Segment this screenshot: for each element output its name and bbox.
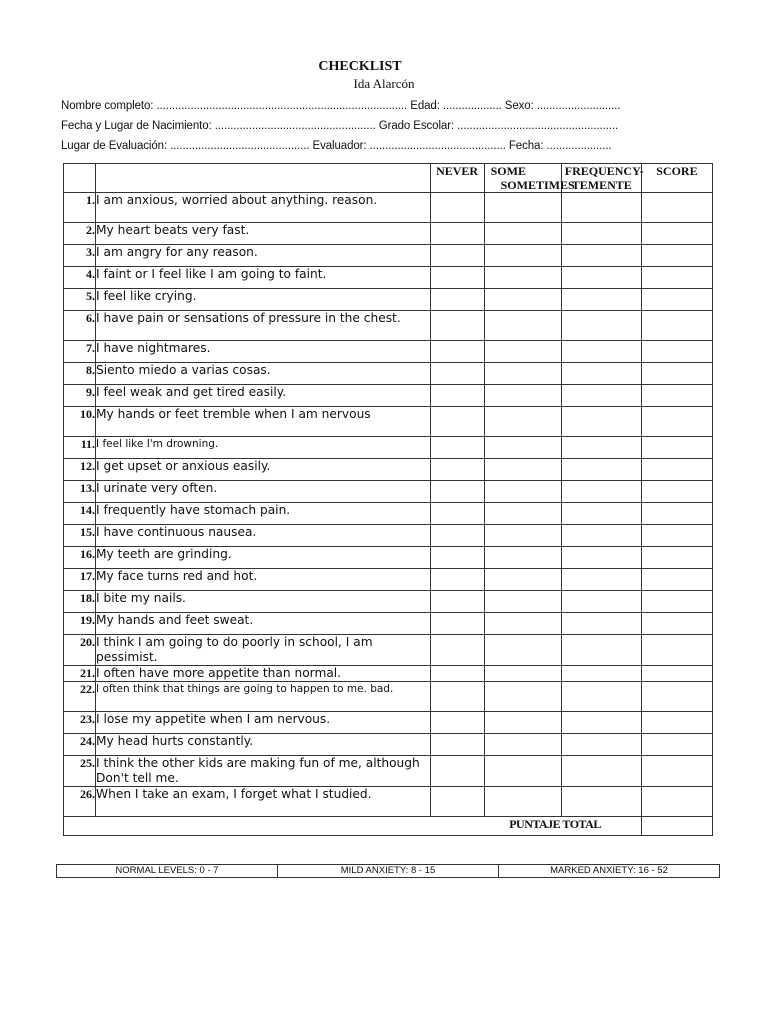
score-cell[interactable] [641, 481, 712, 503]
item-text: I bite my nails. [96, 591, 431, 613]
anxiety-levels-table [56, 864, 720, 878]
score-cell[interactable] [641, 547, 712, 569]
table-row [64, 503, 713, 525]
item-text: I often think that things are going to happen to me. bad. [96, 682, 431, 712]
never-cell[interactable] [430, 193, 484, 223]
item-text: My hands or feet tremble when I am nervous [96, 407, 431, 437]
item-number: 1. [64, 193, 96, 223]
never-cell[interactable] [430, 591, 484, 613]
sometimes-cell[interactable] [484, 525, 561, 547]
frequently-cell[interactable] [561, 363, 641, 385]
sometimes-cell[interactable] [484, 682, 561, 712]
item-text: I have continuous nausea. [96, 525, 431, 547]
item-number: 26. [64, 787, 96, 817]
header-frequently-line1: FREQUENCY- [564, 164, 644, 178]
level-marked: MARKED ANXIETY: 16 - 52 [499, 865, 720, 878]
never-cell[interactable] [430, 363, 484, 385]
table-row [64, 193, 713, 223]
item-number: 23. [64, 712, 96, 734]
frequently-cell[interactable] [561, 682, 641, 712]
never-cell[interactable] [430, 682, 484, 712]
table-row [64, 341, 713, 363]
score-cell[interactable] [641, 682, 712, 712]
item-number: 14. [64, 503, 96, 525]
header-sometimes-line1: SOME [490, 164, 526, 178]
header-frequently [561, 164, 644, 193]
level-mild: MILD ANXIETY: 8 - 15 [278, 865, 499, 878]
never-cell[interactable] [430, 569, 484, 591]
item-number: 7. [64, 341, 96, 363]
item-text: I feel like I'm drowning. [96, 437, 431, 459]
sometimes-cell[interactable] [484, 407, 561, 437]
header-score: SCORE [641, 164, 712, 193]
never-cell[interactable] [430, 547, 484, 569]
sometimes-cell[interactable] [484, 734, 561, 756]
score-cell[interactable] [641, 311, 712, 341]
sometimes-cell[interactable] [484, 503, 561, 525]
item-number: 13. [64, 481, 96, 503]
never-cell[interactable] [430, 385, 484, 407]
frequently-cell[interactable] [561, 591, 641, 613]
score-cell[interactable] [641, 734, 712, 756]
item-text: I feel weak and get tired easily. [96, 385, 431, 407]
sometimes-cell[interactable] [484, 635, 561, 666]
item-text: I think I am going to do poorly in school, I am pessimist. [96, 635, 431, 666]
never-cell[interactable] [430, 787, 484, 817]
never-cell[interactable] [430, 437, 484, 459]
table-row [64, 481, 713, 503]
frequently-cell[interactable] [561, 734, 641, 756]
item-text: I am anxious, worried about anything. reason. [96, 193, 431, 223]
item-text: I think the other kids are making fun of me, although Don't tell me. [96, 756, 431, 787]
score-cell[interactable] [641, 363, 712, 385]
sometimes-cell[interactable] [484, 712, 561, 734]
frequently-cell[interactable] [561, 267, 641, 289]
frequently-cell[interactable] [561, 437, 641, 459]
score-cell[interactable] [641, 245, 712, 267]
document-title: CHECKLIST [318, 59, 402, 74]
table-row [64, 385, 713, 407]
never-cell[interactable] [430, 311, 484, 341]
score-cell[interactable] [641, 437, 712, 459]
table-row [64, 245, 713, 267]
header-num [64, 164, 96, 193]
table-row [64, 267, 713, 289]
item-text: I have nightmares. [96, 341, 431, 363]
item-number: 20. [64, 635, 96, 666]
sometimes-cell[interactable] [484, 341, 561, 363]
never-cell[interactable] [430, 289, 484, 311]
table-header-row [64, 164, 713, 193]
frequently-cell[interactable] [561, 613, 641, 635]
sometimes-cell[interactable] [484, 245, 561, 267]
score-cell[interactable] [641, 591, 712, 613]
sometimes-cell[interactable] [484, 666, 561, 682]
frequently-cell[interactable] [561, 245, 641, 267]
item-text: My teeth are grinding. [96, 547, 431, 569]
level-normal: NORMAL LEVELS: 0 - 7 [57, 865, 278, 878]
frequently-cell[interactable] [561, 459, 641, 481]
table-row [64, 635, 713, 666]
score-cell[interactable] [641, 407, 712, 437]
item-text: I have pain or sensations of pressure in the chest. [96, 311, 431, 341]
table-row [64, 756, 713, 787]
table-row [64, 787, 713, 817]
never-cell[interactable] [430, 734, 484, 756]
frequently-cell[interactable] [561, 407, 641, 437]
never-cell[interactable] [430, 525, 484, 547]
header-sometimes [484, 164, 575, 193]
score-cell[interactable] [641, 341, 712, 363]
field-line-birth-grade: Fecha y Lugar de Nacimiento: .................................................... Grado Escolar: .................................................... [61, 120, 619, 132]
total-score-label: PUNTAJE TOTAL [64, 817, 642, 836]
score-cell[interactable] [641, 385, 712, 407]
frequently-cell[interactable] [561, 193, 641, 223]
never-cell[interactable] [430, 666, 484, 682]
item-number: 15. [64, 525, 96, 547]
sometimes-cell[interactable] [484, 613, 561, 635]
score-cell[interactable] [641, 193, 712, 223]
never-cell[interactable] [430, 459, 484, 481]
table-row [64, 437, 713, 459]
table-row [64, 682, 713, 712]
item-number: 19. [64, 613, 96, 635]
frequently-cell[interactable] [561, 289, 641, 311]
item-text: I urinate very often. [96, 481, 431, 503]
table-row [64, 363, 713, 385]
score-cell[interactable] [641, 459, 712, 481]
frequently-cell[interactable] [561, 712, 641, 734]
sometimes-cell[interactable] [484, 193, 561, 223]
field-line-evaluation: Lugar de Evaluación: ............................................. Evaluador: ............................................ Fecha: ..................... [61, 140, 612, 152]
never-cell[interactable] [430, 503, 484, 525]
sometimes-cell[interactable] [484, 223, 561, 245]
header-never: NEVER [430, 164, 484, 193]
score-cell[interactable] [641, 635, 712, 666]
frequently-cell[interactable] [561, 503, 641, 525]
total-row [64, 817, 713, 836]
item-text: I lose my appetite when I am nervous. [96, 712, 431, 734]
table-row [64, 613, 713, 635]
score-cell[interactable] [641, 267, 712, 289]
score-cell[interactable] [641, 223, 712, 245]
frequently-cell[interactable] [561, 311, 641, 341]
item-text: My head hurts constantly. [96, 734, 431, 756]
table-row [64, 525, 713, 547]
item-number: 2. [64, 223, 96, 245]
score-cell[interactable] [641, 666, 712, 682]
item-text: I faint or I feel like I am going to faint. [96, 267, 431, 289]
frequently-cell[interactable] [561, 525, 641, 547]
frequently-cell[interactable] [561, 547, 641, 569]
never-cell[interactable] [430, 712, 484, 734]
item-number: 9. [64, 385, 96, 407]
table-row [64, 734, 713, 756]
frequently-cell[interactable] [561, 635, 641, 666]
item-text: My heart beats very fast. [96, 223, 431, 245]
item-number: 12. [64, 459, 96, 481]
table-row [64, 712, 713, 734]
item-text: My hands and feet sweat. [96, 613, 431, 635]
frequently-cell[interactable] [561, 223, 641, 245]
item-number: 11. [64, 437, 96, 459]
sometimes-cell[interactable] [484, 289, 561, 311]
never-cell[interactable] [430, 341, 484, 363]
item-number: 18. [64, 591, 96, 613]
item-text: Siento miedo a varias cosas. [96, 363, 431, 385]
document-author: Ida Alarcón [353, 76, 415, 91]
score-cell[interactable] [641, 756, 712, 787]
field-line-name-age-sex: Nombre completo: ................................................................................. Edad: ................... Sexo: ........................... [61, 100, 621, 112]
frequently-cell[interactable] [561, 341, 641, 363]
item-number: 21. [64, 666, 96, 682]
sometimes-cell[interactable] [484, 547, 561, 569]
item-number: 8. [64, 363, 96, 385]
score-cell[interactable] [641, 787, 712, 817]
table-row [64, 569, 713, 591]
sometimes-cell[interactable] [484, 385, 561, 407]
sometimes-cell[interactable] [484, 459, 561, 481]
item-text: I frequently have stomach pain. [96, 503, 431, 525]
item-number: 10. [64, 407, 96, 437]
total-score-box[interactable] [641, 817, 712, 836]
sometimes-cell[interactable] [484, 787, 561, 817]
table-row [64, 289, 713, 311]
sometimes-cell[interactable] [484, 363, 561, 385]
frequently-cell[interactable] [561, 787, 641, 817]
never-cell[interactable] [430, 267, 484, 289]
header-frequently-line2: TEMENTE [571, 178, 632, 192]
sometimes-cell[interactable] [484, 267, 561, 289]
item-text: I am angry for any reason. [96, 245, 431, 267]
item-number: 22. [64, 682, 96, 712]
frequently-cell[interactable] [561, 756, 641, 787]
item-number: 17. [64, 569, 96, 591]
item-text: I often have more appetite than normal. [96, 666, 431, 682]
item-number: 6. [64, 311, 96, 341]
never-cell[interactable] [430, 245, 484, 267]
item-text: My face turns red and hot. [96, 569, 431, 591]
frequently-cell[interactable] [561, 385, 641, 407]
item-number: 24. [64, 734, 96, 756]
never-cell[interactable] [430, 756, 484, 787]
sometimes-cell[interactable] [484, 569, 561, 591]
item-text: I feel like crying. [96, 289, 431, 311]
never-cell[interactable] [430, 481, 484, 503]
sometimes-cell[interactable] [484, 481, 561, 503]
sometimes-cell[interactable] [484, 311, 561, 341]
item-number: 3. [64, 245, 96, 267]
score-cell[interactable] [641, 503, 712, 525]
item-number: 4. [64, 267, 96, 289]
never-cell[interactable] [430, 613, 484, 635]
item-number: 16. [64, 547, 96, 569]
table-row [64, 407, 713, 437]
score-cell[interactable] [641, 525, 712, 547]
table-row [64, 666, 713, 682]
item-text: I get upset or anxious easily. [96, 459, 431, 481]
never-cell[interactable] [430, 223, 484, 245]
frequently-cell[interactable] [561, 481, 641, 503]
header-sometimes-line2: SOMETIMES [500, 178, 575, 192]
item-number: 25. [64, 756, 96, 787]
header-item [96, 164, 431, 193]
checklist-table [63, 163, 713, 836]
never-cell[interactable] [430, 407, 484, 437]
frequently-cell[interactable] [561, 569, 641, 591]
table-row [64, 459, 713, 481]
table-row [64, 547, 713, 569]
sometimes-cell[interactable] [484, 756, 561, 787]
item-text: When I take an exam, I forget what I studied. [96, 787, 431, 817]
score-cell[interactable] [641, 289, 712, 311]
table-row [64, 311, 713, 341]
sometimes-cell[interactable] [484, 437, 561, 459]
table-row [64, 591, 713, 613]
item-number: 5. [64, 289, 96, 311]
table-row [64, 223, 713, 245]
score-cell[interactable] [641, 569, 712, 591]
sometimes-cell[interactable] [484, 591, 561, 613]
never-cell[interactable] [430, 635, 484, 666]
score-cell[interactable] [641, 613, 712, 635]
frequently-cell[interactable] [561, 666, 641, 682]
score-cell[interactable] [641, 712, 712, 734]
